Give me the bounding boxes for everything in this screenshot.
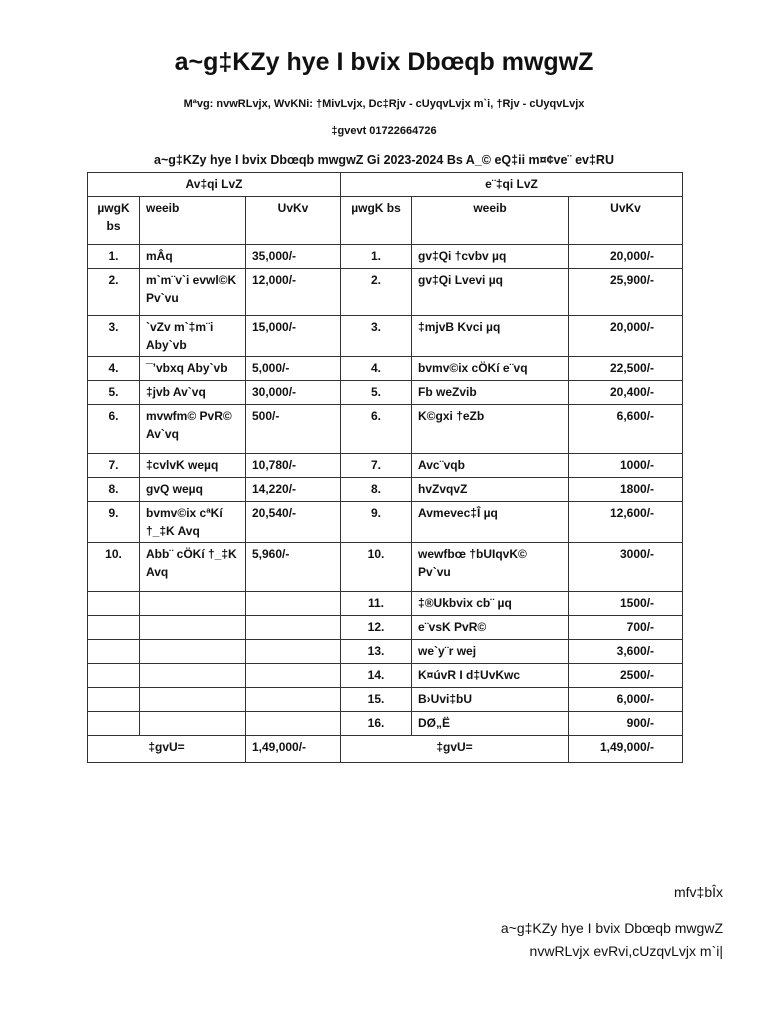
income-serial: 7. xyxy=(88,454,140,478)
table-row xyxy=(88,478,683,502)
table-row xyxy=(88,381,683,405)
expense-amount-header: UvKv xyxy=(569,197,683,245)
expense-total-label: ‡gvU= xyxy=(341,736,569,763)
income-serial: 5. xyxy=(88,381,140,405)
income-empty-cell xyxy=(140,616,246,640)
expense-amount: 20,000/- xyxy=(569,316,683,357)
table-row xyxy=(88,712,683,736)
table-row xyxy=(88,357,683,381)
income-empty-cell xyxy=(88,616,140,640)
table-row xyxy=(88,454,683,478)
income-amount-header: UvKv xyxy=(246,197,341,245)
expense-serial: 6. xyxy=(341,405,412,454)
expense-desc: gv‡Qi †cvbv µq xyxy=(412,245,569,269)
budget-table xyxy=(87,172,683,763)
expense-desc: Avmevec‡Î µq xyxy=(412,502,569,543)
income-empty-cell xyxy=(140,640,246,664)
expense-serial: 12. xyxy=(341,616,412,640)
expense-serial: 1. xyxy=(341,245,412,269)
expense-total-amount: 1,49,000/- xyxy=(569,736,683,763)
income-empty-cell xyxy=(140,664,246,688)
income-empty-cell xyxy=(246,592,341,616)
expense-amount: 900/- xyxy=(569,712,683,736)
income-empty-cell xyxy=(246,616,341,640)
table-row xyxy=(88,405,683,454)
income-desc: ¯’vbxq Aby`vb xyxy=(140,357,246,381)
expense-serial: 2. xyxy=(341,269,412,316)
income-section-title: Av‡qi LvZ xyxy=(88,173,341,197)
income-desc: mÂq xyxy=(140,245,246,269)
table-row xyxy=(88,616,683,640)
expense-serial: 7. xyxy=(341,454,412,478)
expense-amount: 1800/- xyxy=(569,478,683,502)
income-serial: 9. xyxy=(88,502,140,543)
table-row xyxy=(88,664,683,688)
income-amount: 14,220/- xyxy=(246,478,341,502)
expense-desc: we`y¨r wej xyxy=(412,640,569,664)
expense-serial: 14. xyxy=(341,664,412,688)
table-section-header xyxy=(88,173,683,197)
expense-amount: 6,600/- xyxy=(569,405,683,454)
expense-amount: 12,600/- xyxy=(569,502,683,543)
expense-desc: DØ„Ë xyxy=(412,712,569,736)
income-serial: 8. xyxy=(88,478,140,502)
income-empty-cell xyxy=(246,712,341,736)
expense-section-title: e¨‡qi LvZ xyxy=(341,173,683,197)
expense-desc: K¤úvR I d‡UvKwc xyxy=(412,664,569,688)
income-serial: 4. xyxy=(88,357,140,381)
expense-desc: Fb weZvib xyxy=(412,381,569,405)
expense-desc-header: weeib xyxy=(412,197,569,245)
address-line: Mªvg: nvwRLvjx, WvKNi: †MivLvjx, Dc‡Rjv - cUyqvLvjx m`i, †Rjv - cUyqvLvjx xyxy=(183,98,585,110)
income-empty-cell xyxy=(88,712,140,736)
income-amount: 15,000/- xyxy=(246,316,341,357)
income-empty-cell xyxy=(246,640,341,664)
table-row xyxy=(88,269,683,316)
expense-desc: e¨vsK PvR© xyxy=(412,616,569,640)
income-empty-cell xyxy=(88,688,140,712)
expense-serial: 3. xyxy=(341,316,412,357)
signature-place: nvwRLvjx evRvi,cUzqvLvjx m`i| xyxy=(529,943,723,959)
expense-amount: 1500/- xyxy=(569,592,683,616)
expense-amount: 3,600/- xyxy=(569,640,683,664)
table-row xyxy=(88,502,683,543)
expense-serial: 11. xyxy=(341,592,412,616)
expense-serial: 4. xyxy=(341,357,412,381)
income-desc: gvQ weµq xyxy=(140,478,246,502)
income-desc-header: weeib xyxy=(140,197,246,245)
income-desc: `vZv m`‡m¨i Aby`vb xyxy=(140,316,246,357)
expense-serial-header: µwgK bs xyxy=(341,197,412,245)
income-serial: 1. xyxy=(88,245,140,269)
income-amount: 35,000/- xyxy=(246,245,341,269)
income-empty-cell xyxy=(140,712,246,736)
table-row xyxy=(88,640,683,664)
expense-desc: gv‡Qi Lvevi µq xyxy=(412,269,569,316)
table-row xyxy=(88,245,683,269)
income-empty-cell xyxy=(88,664,140,688)
expense-amount: 2500/- xyxy=(569,664,683,688)
expense-amount: 20,000/- xyxy=(569,245,683,269)
income-serial-header: µwgK bs xyxy=(88,197,140,245)
expense-desc: K©gxi †eZb xyxy=(412,405,569,454)
expense-amount: 20,400/- xyxy=(569,381,683,405)
expense-amount: 25,900/- xyxy=(569,269,683,316)
income-amount: 12,000/- xyxy=(246,269,341,316)
income-desc: mvwfm© PvR© Av`vq xyxy=(140,405,246,454)
expense-desc: ‡mjvB Kvci µq xyxy=(412,316,569,357)
income-empty-cell xyxy=(88,592,140,616)
expense-serial: 5. xyxy=(341,381,412,405)
signature-org: a~g‡KZy hye I bvix Dbœqb mwgwZ xyxy=(500,920,723,936)
income-desc: Abb¨ cÖKí †_‡K Avq xyxy=(140,543,246,592)
expense-amount: 3000/- xyxy=(569,543,683,592)
income-serial: 3. xyxy=(88,316,140,357)
income-amount: 30,000/- xyxy=(246,381,341,405)
income-serial: 6. xyxy=(88,405,140,454)
page-title: a~g‡KZy hye I bvix Dbœqb mwgwZ xyxy=(174,48,594,76)
expense-desc: B›Uvi‡bU xyxy=(412,688,569,712)
expense-amount: 700/- xyxy=(569,616,683,640)
expense-amount: 22,500/- xyxy=(569,357,683,381)
income-empty-cell xyxy=(140,592,246,616)
expense-serial: 15. xyxy=(341,688,412,712)
expense-serial: 10. xyxy=(341,543,412,592)
income-total-amount: 1,49,000/- xyxy=(246,736,341,763)
expense-desc: Avc¨vqb xyxy=(412,454,569,478)
table-row xyxy=(88,592,683,616)
table-column-header xyxy=(88,197,683,245)
income-amount: 10,780/- xyxy=(246,454,341,478)
income-empty-cell xyxy=(246,664,341,688)
income-amount: 5,960/- xyxy=(246,543,341,592)
table-total-row xyxy=(88,736,683,763)
mobile-line: ‡gvevt 01722664726 xyxy=(331,125,437,137)
expense-serial: 8. xyxy=(341,478,412,502)
income-empty-cell xyxy=(140,688,246,712)
expense-amount: 6,000/- xyxy=(569,688,683,712)
expense-amount: 1000/- xyxy=(569,454,683,478)
income-desc: ‡jvb Av`vq xyxy=(140,381,246,405)
income-desc: ‡cvlvK weµq xyxy=(140,454,246,478)
income-amount: 500/- xyxy=(246,405,341,454)
expense-desc: wewfbœ †bUIqvK© Pv`vu xyxy=(412,543,569,592)
income-amount: 5,000/- xyxy=(246,357,341,381)
income-empty-cell xyxy=(88,640,140,664)
expense-serial: 9. xyxy=(341,502,412,543)
income-amount: 20,540/- xyxy=(246,502,341,543)
income-desc: bvmv©ix cªKí †_‡K Avq xyxy=(140,502,246,543)
income-serial: 2. xyxy=(88,269,140,316)
table-row xyxy=(88,316,683,357)
income-total-label: ‡gvU= xyxy=(88,736,246,763)
expense-serial: 16. xyxy=(341,712,412,736)
signature-title: mfv‡bÎx xyxy=(673,884,723,900)
expense-desc: bvmv©ix cÖKí e¨vq xyxy=(412,357,569,381)
income-empty-cell xyxy=(246,688,341,712)
table-row xyxy=(88,543,683,592)
expense-serial: 13. xyxy=(341,640,412,664)
expense-desc: hvZvqvZ xyxy=(412,478,569,502)
income-serial: 10. xyxy=(88,543,140,592)
income-desc: m`m¨v`i evwl©K Pv`vu xyxy=(140,269,246,316)
table-row xyxy=(88,688,683,712)
expense-desc: ‡®Ukbvix cb¨ µq xyxy=(412,592,569,616)
budget-caption: a~g‡KZy hye I bvix Dbœqb mwgwZ Gi 2023-2024 Bs A_© eQ‡ii m¤¢ve¨ ev‡RU xyxy=(154,153,614,167)
